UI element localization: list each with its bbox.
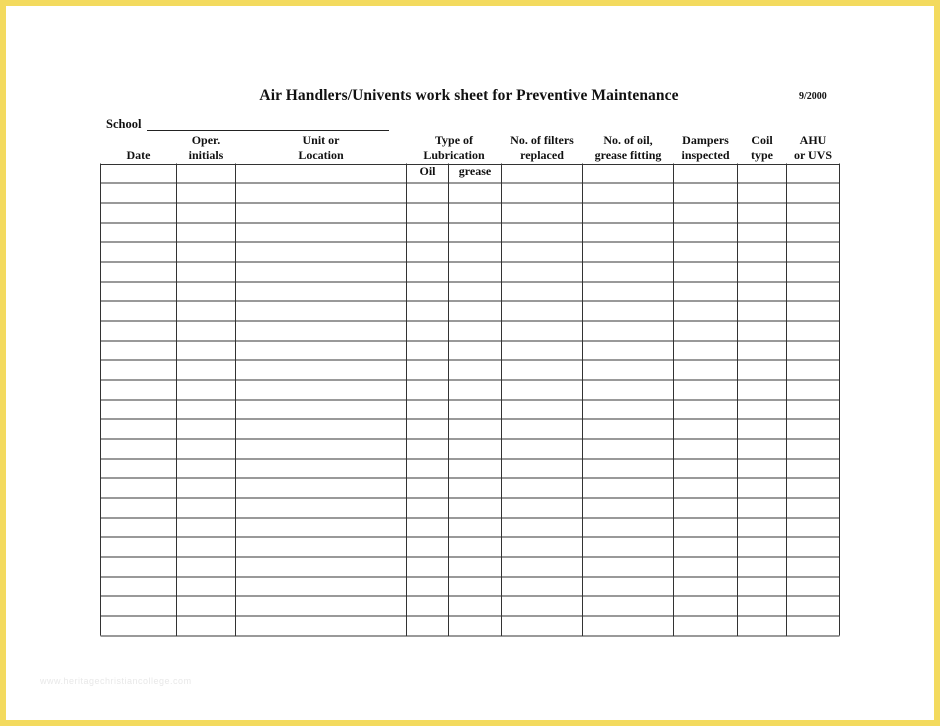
table-row[interactable] <box>101 341 840 361</box>
site-watermark: www.heritagechristiancollege.com <box>40 676 192 686</box>
table-row[interactable] <box>101 301 840 321</box>
table-row[interactable] <box>101 183 840 203</box>
worksheet-title: Air Handlers/Univents work sheet for Preventive Maintenance <box>259 87 679 104</box>
header-coil-type: Coil type <box>751 133 773 162</box>
table-row[interactable] <box>101 439 840 459</box>
header-date: Date <box>126 148 151 162</box>
table-row[interactable] <box>101 262 840 282</box>
school-label: School <box>106 117 142 131</box>
table-row[interactable] <box>101 557 840 577</box>
table-row[interactable] <box>101 596 840 616</box>
header-ahu-uvs: AHU or UVS <box>793 133 833 162</box>
table-row[interactable] <box>101 242 840 262</box>
table-row[interactable] <box>101 459 840 479</box>
table-row[interactable] <box>101 478 840 498</box>
table-row[interactable] <box>101 537 840 557</box>
header-filters-replaced: No. of filters replaced <box>510 133 574 162</box>
table-row[interactable] <box>101 419 840 439</box>
table-row[interactable] <box>101 321 840 341</box>
table-row[interactable] <box>101 518 840 538</box>
revision-date: 9/2000 <box>799 91 827 102</box>
table-row[interactable] <box>101 616 840 636</box>
header-grease-fittings: No. of oil, grease fitting <box>594 133 662 162</box>
table-row[interactable] <box>101 203 840 223</box>
header-lubrication-type: Type of Lubrication <box>423 133 485 162</box>
table-row[interactable] <box>101 577 840 597</box>
table-row[interactable] <box>101 164 840 184</box>
header-dampers-inspected: Dampers inspected <box>681 133 730 162</box>
table-row[interactable] <box>101 360 840 380</box>
table-row[interactable] <box>101 380 840 400</box>
table-row[interactable] <box>101 282 840 302</box>
table-row[interactable] <box>101 498 840 518</box>
table-row[interactable] <box>101 400 840 420</box>
header-unit-location: Unit or Location <box>298 133 344 162</box>
header-operator-initials: Oper. initials <box>188 133 224 162</box>
table-row[interactable] <box>101 223 840 243</box>
